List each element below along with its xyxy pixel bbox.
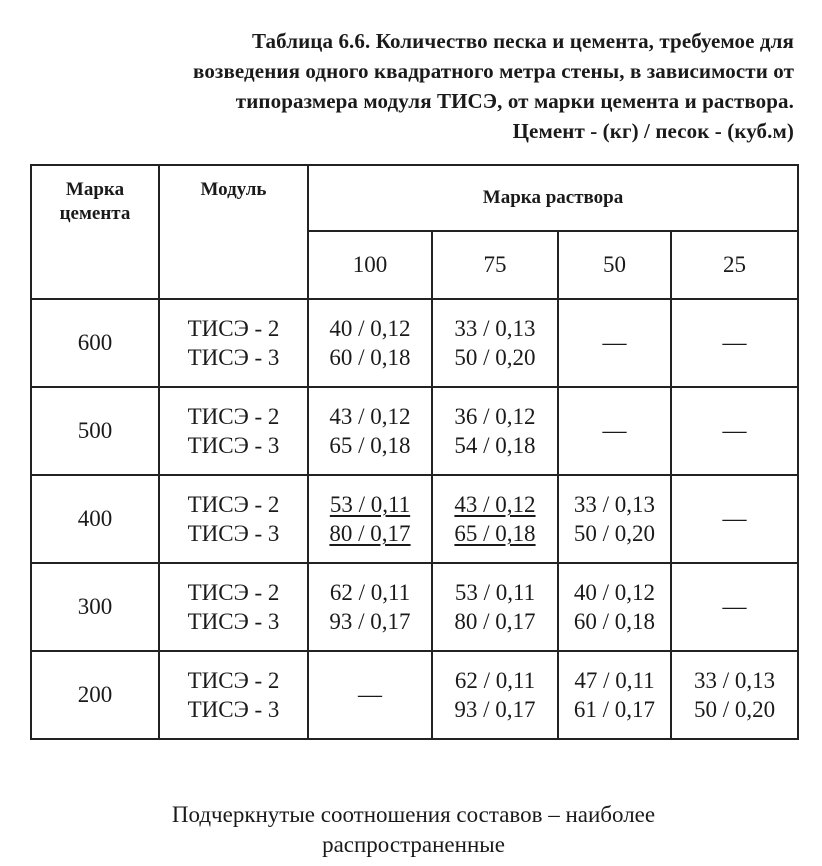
value-line: 62 / 0,11 — [454, 668, 536, 693]
header-cement-line1: Марка — [65, 179, 125, 200]
module-line: ТИСЭ - 3 — [187, 697, 280, 722]
value-line: 65 / 0,18 — [329, 433, 411, 458]
value-line: 47 / 0,11 — [574, 668, 655, 693]
value-line: 50 / 0,20 — [454, 345, 536, 370]
value-line: 50 / 0,20 — [573, 521, 656, 546]
value-cell — [432, 651, 558, 739]
value-cell — [308, 563, 432, 651]
value-line: 53 / 0,11 — [454, 580, 536, 605]
table-row — [31, 299, 798, 387]
caption-line-3: типоразмера модуля ТИСЭ, от марки цемента и раствора. — [235, 89, 794, 113]
value-cell — [558, 475, 671, 563]
module-line: ТИСЭ - 3 — [187, 433, 280, 458]
value-line: 62 / 0,11 — [329, 580, 411, 605]
value-line: 33 / 0,13 — [573, 492, 656, 517]
value-line: 60 / 0,18 — [573, 609, 656, 634]
value-line: 43 / 0,12 — [329, 404, 411, 429]
value-cell — [432, 387, 558, 475]
header-cement-grade — [31, 165, 159, 299]
table-row — [31, 563, 798, 651]
table-row — [31, 651, 798, 739]
cement-grade-cell: 300 — [31, 563, 159, 651]
value-cell — [671, 563, 798, 651]
value-line-underlined: 53 / 0,11 — [329, 492, 411, 517]
empty-dash: — — [602, 329, 627, 356]
value-cell — [671, 299, 798, 387]
module-cell — [159, 563, 308, 651]
footnote-line-2: распространенные — [322, 832, 505, 857]
header-mortar-75: 75 — [432, 231, 558, 299]
value-cell — [558, 651, 671, 739]
module-line: ТИСЭ - 2 — [187, 668, 280, 693]
footnote-line-1: Подчеркнутые соотношения составов – наиболее — [171, 802, 656, 827]
value-line: 54 / 0,18 — [454, 433, 536, 458]
value-cell — [558, 387, 671, 475]
empty-dash: — — [722, 505, 747, 532]
caption-line-1: Таблица 6.6. Количество песка и цемента, требуемое для — [251, 29, 794, 53]
empty-dash: — — [358, 681, 382, 708]
cement-grade-cell: 200 — [31, 651, 159, 739]
module-line: ТИСЭ - 2 — [187, 580, 280, 605]
empty-dash: — — [722, 417, 747, 444]
value-line-underlined: 43 / 0,12 — [454, 492, 536, 517]
value-cell — [308, 387, 432, 475]
cement-grade-cell: 400 — [31, 475, 159, 563]
module-line: ТИСЭ - 2 — [187, 316, 280, 341]
value-cell — [558, 299, 671, 387]
module-cell — [159, 387, 308, 475]
module-cell — [159, 651, 308, 739]
empty-dash: — — [602, 417, 627, 444]
value-line: 60 / 0,18 — [329, 345, 411, 370]
value-line: 36 / 0,12 — [454, 404, 536, 429]
value-line: 40 / 0,12 — [329, 316, 411, 341]
table-caption — [74, 26, 794, 146]
value-line: 80 / 0,17 — [454, 609, 536, 634]
cement-grade-cell: 600 — [31, 299, 159, 387]
caption-units: Цемент - (кг) / песок - (куб.м) — [512, 119, 794, 143]
table-row — [31, 475, 798, 563]
empty-dash: — — [722, 329, 747, 356]
value-cell — [432, 475, 558, 563]
cement-sand-table — [30, 164, 799, 740]
header-mortar-25: 25 — [671, 231, 798, 299]
header-mortar-50: 50 — [558, 231, 671, 299]
header-module: Модуль — [159, 165, 308, 299]
value-cell — [671, 651, 798, 739]
value-cell — [671, 475, 798, 563]
module-cell — [159, 475, 308, 563]
value-cell — [432, 563, 558, 651]
value-line-underlined: 80 / 0,17 — [329, 521, 411, 546]
footnote — [30, 800, 797, 860]
value-cell — [671, 387, 798, 475]
table-row — [31, 387, 798, 475]
value-line: 40 / 0,12 — [573, 580, 656, 605]
value-line: 33 / 0,13 — [454, 316, 536, 341]
module-line: ТИСЭ - 3 — [187, 521, 280, 546]
caption-line-2: возведения одного квадратного метра стены, в зависимости от — [193, 59, 794, 83]
value-line-underlined: 65 / 0,18 — [454, 521, 536, 546]
module-line: ТИСЭ - 2 — [187, 404, 280, 429]
value-cell — [558, 563, 671, 651]
header-cement-line2: цемента — [59, 203, 131, 224]
value-cell — [308, 651, 432, 739]
value-line: 93 / 0,17 — [454, 697, 536, 722]
value-line: 33 / 0,13 — [693, 668, 776, 693]
module-cell — [159, 299, 308, 387]
cement-grade-cell: 500 — [31, 387, 159, 475]
module-line: ТИСЭ - 2 — [187, 492, 280, 517]
value-cell — [308, 299, 432, 387]
value-line: 61 / 0,17 — [573, 697, 656, 722]
module-line: ТИСЭ - 3 — [187, 609, 280, 634]
header-mortar-100: 100 — [308, 231, 432, 299]
value-cell — [432, 299, 558, 387]
module-line: ТИСЭ - 3 — [187, 345, 280, 370]
header-mortar-grade: Марка раствора — [308, 165, 798, 231]
empty-dash: — — [722, 593, 747, 620]
value-line: 93 / 0,17 — [329, 609, 411, 634]
value-cell — [308, 475, 432, 563]
value-line: 50 / 0,20 — [693, 697, 776, 722]
